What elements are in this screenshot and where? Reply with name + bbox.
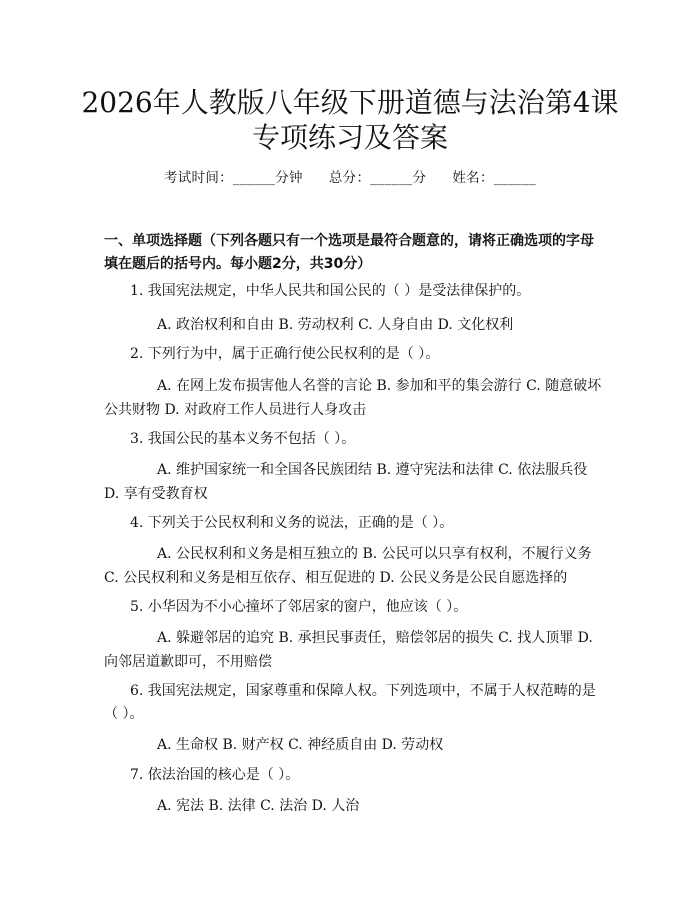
page-title-line2: 专项练习及答案 [251, 121, 448, 154]
exam-meta [0, 168, 700, 188]
question-3: 3. 我国公民的基本义务不包括（ ）。 [130, 431, 356, 447]
question-6: 6. 我国宪法规定，国家尊重和保障人权。下列选项中，不属于人权范畴的是（ ）。 [104, 683, 596, 722]
total-score-field: 总分：______分 [328, 170, 427, 186]
student-name-field: 姓名：______ [452, 170, 537, 186]
question-5: 5. 小华因为不小心撞坏了邻居家的窗户，他应该（ ）。 [130, 599, 468, 615]
page-title-line1: 2026年人教版八年级下册道德与法治第4课 [81, 86, 619, 119]
question-7-options: A. 宪法 B. 法律 C. 法治 D. 人治 [157, 798, 360, 814]
section-heading-single-choice: 一、单项选择题（下列各题只有一个选项是最符合题意的，请将正确选项的字母填在题后的括号内。每小题2分，共30分） [104, 233, 594, 272]
question-1: 1. 我国宪法规定，中华人民共和国公民的（ ）是受法律保护的。 [130, 283, 531, 299]
question-4-options: A. 公民权利和义务是相互独立的 B. 公民可以只享有权利，不履行义务 C. 公民权利和义务是相互依存、相互促进的 D. 公民义务是公民自愿选择的 [104, 546, 592, 586]
question-5-options: A. 躲避邻居的追究 B. 承担民事责任，赔偿邻居的损失 C. 找人顶罪 D. 向邻居道歉即可，不用赔偿 [104, 630, 593, 670]
question-4: 4. 下列关于公民权利和义务的说法，正确的是（ ）。 [130, 515, 454, 531]
question-2: 2. 下列行为中，属于正确行使公民权利的是（ ）。 [130, 346, 440, 362]
question-7: 7. 依法治国的核心是（ ）。 [130, 767, 300, 783]
exam-time-field: 考试时间：______分钟 [163, 170, 303, 186]
question-2-options: A. 在网上发布损害他人名誉的言论 B. 参加和平的集会游行 C. 随意破坏公共财物 D. 对政府工作人员进行人身攻击 [104, 378, 602, 418]
question-1-options: A. 政治权利和自由 B. 劳动权利 C. 人身自由 D. 文化权利 [157, 317, 514, 333]
question-3-options: A. 维护国家统一和全国各民族团结 B. 遵守宪法和法律 C. 依法服兵役 D. 享有受教育权 [104, 462, 588, 502]
question-6-options: A. 生命权 B. 财产权 C. 神经质自由 D. 劳动权 [157, 737, 444, 753]
